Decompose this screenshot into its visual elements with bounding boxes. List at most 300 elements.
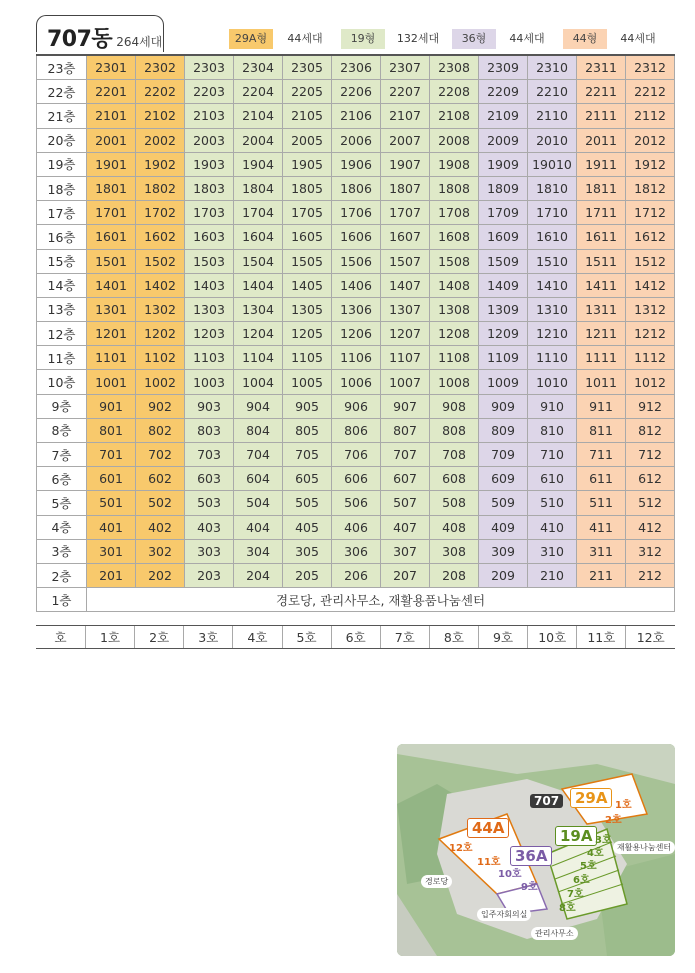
unit-cell: 309	[479, 539, 528, 563]
unit-cell: 901	[87, 394, 136, 418]
floor-row	[37, 104, 675, 128]
unit-cell: 1104	[234, 346, 283, 370]
map-label-senior-center: 경로당	[421, 875, 452, 888]
map-type-19a: 19A	[555, 826, 597, 846]
unit-cell: 703	[185, 443, 234, 467]
unit-cell: 1805	[283, 176, 332, 200]
floor-label: 20층	[37, 128, 87, 152]
unit-cell: 612	[626, 467, 675, 491]
unit-cell: 1206	[332, 322, 381, 346]
unit-cell: 701	[87, 443, 136, 467]
unit-cell: 2307	[381, 55, 430, 80]
unit-cell: 906	[332, 394, 381, 418]
unit-cell: 1810	[528, 176, 577, 200]
map-type-44a: 44A	[467, 818, 509, 838]
unit-cell: 1508	[430, 249, 479, 273]
unit-cell: 1001	[87, 370, 136, 394]
unit-cell: 511	[577, 491, 626, 515]
floor-row	[37, 152, 675, 176]
legend-count-19: 132세대	[396, 32, 440, 45]
map-unit-7: 7호	[567, 889, 584, 900]
unit-cell: 410	[528, 515, 577, 539]
unit-cell: 1412	[626, 273, 675, 297]
unit-cell: 1301	[87, 297, 136, 321]
unit-cell: 1410	[528, 273, 577, 297]
unit-cell: 505	[283, 491, 332, 515]
map-unit-3: 3호	[595, 835, 612, 846]
unit-cell: 404	[234, 515, 283, 539]
building-number: 707동	[47, 27, 113, 52]
unit-cell: 1112	[626, 346, 675, 370]
unit-cell: 1109	[479, 346, 528, 370]
legend-badge-19: 19형	[341, 29, 385, 49]
unit-cell: 2008	[430, 128, 479, 152]
unit-cell: 712	[626, 443, 675, 467]
unit-cell: 911	[577, 394, 626, 418]
floor-label: 18층	[37, 176, 87, 200]
unit-number-header: 1호	[86, 626, 135, 649]
unit-cell: 1205	[283, 322, 332, 346]
unit-cell: 1506	[332, 249, 381, 273]
unit-cell: 1011	[577, 370, 626, 394]
unit-cell: 1702	[136, 201, 185, 225]
unit-cell: 412	[626, 515, 675, 539]
unit-cell: 205	[283, 563, 332, 587]
unit-cell: 2211	[577, 80, 626, 104]
unit-cell: 807	[381, 418, 430, 442]
unit-cell: 2210	[528, 80, 577, 104]
map-building-label: 707	[530, 794, 563, 808]
unit-cell: 2206	[332, 80, 381, 104]
unit-cell: 1309	[479, 297, 528, 321]
unit-number-header: 3호	[184, 626, 233, 649]
unit-cell: 2301	[87, 55, 136, 80]
unit-cell: 808	[430, 418, 479, 442]
unit-cell: 810	[528, 418, 577, 442]
unit-number-header: 12호	[626, 626, 675, 649]
floor-label: 17층	[37, 201, 87, 225]
unit-cell: 2108	[430, 104, 479, 128]
unit-cell: 1608	[430, 225, 479, 249]
unit-cell: 1603	[185, 225, 234, 249]
unit-cell: 2005	[283, 128, 332, 152]
unit-cell: 2201	[87, 80, 136, 104]
unit-cell: 1711	[577, 201, 626, 225]
unit-number-header: 11호	[577, 626, 626, 649]
unit-cell: 1703	[185, 201, 234, 225]
unit-cell: 1307	[381, 297, 430, 321]
unit-cell: 1502	[136, 249, 185, 273]
unit-cell: 1607	[381, 225, 430, 249]
unit-cell: 1102	[136, 346, 185, 370]
unit-cell: 1807	[381, 176, 430, 200]
unit-cell: 1403	[185, 273, 234, 297]
unit-cell: 2002	[136, 128, 185, 152]
unit-cell: 608	[430, 467, 479, 491]
unit-cell: 1909	[479, 152, 528, 176]
unit-cell: 1602	[136, 225, 185, 249]
map-unit-4: 4호	[587, 848, 604, 859]
unit-cell: 307	[381, 539, 430, 563]
unit-number-header: 7호	[380, 626, 429, 649]
unit-cell: 211	[577, 563, 626, 587]
map-unit-9: 9호	[521, 882, 538, 893]
map-unit-2: 2호	[605, 815, 622, 826]
floor-row	[37, 128, 675, 152]
unit-cell: 1904	[234, 152, 283, 176]
unit-number-header: 9호	[479, 626, 528, 649]
unit-cell: 2304	[234, 55, 283, 80]
unit-cell: 1006	[332, 370, 381, 394]
unit-cell: 409	[479, 515, 528, 539]
unit-cell: 1605	[283, 225, 332, 249]
unit-cell: 302	[136, 539, 185, 563]
map-label-management-office: 관리사무소	[531, 927, 578, 940]
unit-cell: 1008	[430, 370, 479, 394]
unit-cell: 207	[381, 563, 430, 587]
floor-row	[37, 563, 675, 587]
unit-cell: 1201	[87, 322, 136, 346]
unit-cell: 1409	[479, 273, 528, 297]
unit-cell: 2110	[528, 104, 577, 128]
unit-cell: 203	[185, 563, 234, 587]
map-unit-5: 5호	[580, 861, 597, 872]
unit-cell: 1210	[528, 322, 577, 346]
map-label-residents-room: 입주자회의실	[477, 908, 531, 921]
unit-grid	[36, 54, 675, 612]
unit-cell: 1308	[430, 297, 479, 321]
unit-cell: 1907	[381, 152, 430, 176]
unit-cell: 1912	[626, 152, 675, 176]
unit-cell: 408	[430, 515, 479, 539]
site-map	[397, 744, 675, 956]
unit-cell: 1704	[234, 201, 283, 225]
unit-cell: 305	[283, 539, 332, 563]
unit-cell: 2212	[626, 80, 675, 104]
unit-cell: 1407	[381, 273, 430, 297]
unit-cell: 1101	[87, 346, 136, 370]
unit-cell: 1305	[283, 297, 332, 321]
unit-cell: 811	[577, 418, 626, 442]
unit-cell: 1402	[136, 273, 185, 297]
unit-cell: 407	[381, 515, 430, 539]
map-type-29a: 29A	[570, 788, 612, 808]
legend-badge-44: 44형	[563, 29, 607, 49]
unit-cell: 605	[283, 467, 332, 491]
unit-cell: 905	[283, 394, 332, 418]
map-unit-6: 6호	[573, 875, 590, 886]
unit-cell: 2302	[136, 55, 185, 80]
unit-cell: 1803	[185, 176, 234, 200]
unit-cell: 1901	[87, 152, 136, 176]
unit-cell: 1106	[332, 346, 381, 370]
unit-cell: 809	[479, 418, 528, 442]
unit-cell: 804	[234, 418, 283, 442]
unit-cell: 1411	[577, 273, 626, 297]
floor-label: 9층	[37, 394, 87, 418]
unit-cell: 507	[381, 491, 430, 515]
unit-cell: 306	[332, 539, 381, 563]
unit-cell: 201	[87, 563, 136, 587]
floor-row	[37, 80, 675, 104]
unit-cell: 908	[430, 394, 479, 418]
floor-row	[37, 322, 675, 346]
unit-cell: 304	[234, 539, 283, 563]
unit-cell: 2308	[430, 55, 479, 80]
unit-cell: 2106	[332, 104, 381, 128]
unit-cell: 2311	[577, 55, 626, 80]
floor-row	[37, 491, 675, 515]
unit-cell: 1503	[185, 249, 234, 273]
unit-cell: 1105	[283, 346, 332, 370]
unit-cell: 2312	[626, 55, 675, 80]
unit-cell: 405	[283, 515, 332, 539]
unit-cell: 303	[185, 539, 234, 563]
unit-cell: 801	[87, 418, 136, 442]
unit-cell: 707	[381, 443, 430, 467]
unit-cell: 1504	[234, 249, 283, 273]
unit-cell: 1212	[626, 322, 675, 346]
floor-label: 6층	[37, 467, 87, 491]
unit-cell: 2207	[381, 80, 430, 104]
floor-label: 2층	[37, 563, 87, 587]
unit-cell: 504	[234, 491, 283, 515]
unit-cell: 2011	[577, 128, 626, 152]
unit-cell: 1202	[136, 322, 185, 346]
legend-count-29a: 44세대	[287, 32, 323, 45]
unit-cell: 912	[626, 394, 675, 418]
unit-cell: 2102	[136, 104, 185, 128]
floor-label: 10층	[37, 370, 87, 394]
unit-cell: 2204	[234, 80, 283, 104]
unit-cell: 310	[528, 539, 577, 563]
unit-cell: 1606	[332, 225, 381, 249]
unit-cell: 1208	[430, 322, 479, 346]
unit-cell: 2203	[185, 80, 234, 104]
unit-cell: 2305	[283, 55, 332, 80]
unit-cell: 1405	[283, 273, 332, 297]
unit-cell: 506	[332, 491, 381, 515]
unit-cell: 1211	[577, 322, 626, 346]
floor-row	[37, 394, 675, 418]
unit-cell: 2208	[430, 80, 479, 104]
unit-cell: 502	[136, 491, 185, 515]
unit-cell: 1611	[577, 225, 626, 249]
unit-cell: 401	[87, 515, 136, 539]
unit-cell: 206	[332, 563, 381, 587]
floor-label: 1층	[37, 588, 87, 612]
unit-cell: 1203	[185, 322, 234, 346]
floor-label: 11층	[37, 346, 87, 370]
unit-cell: 803	[185, 418, 234, 442]
unit-cell: 1906	[332, 152, 381, 176]
unit-cell: 1804	[234, 176, 283, 200]
unit-cell: 208	[430, 563, 479, 587]
unit-cell: 1705	[283, 201, 332, 225]
unit-cell: 2112	[626, 104, 675, 128]
unit-cell: 706	[332, 443, 381, 467]
unit-cell: 1404	[234, 273, 283, 297]
unit-cell: 1612	[626, 225, 675, 249]
unit-cell: 1911	[577, 152, 626, 176]
unit-cell: 711	[577, 443, 626, 467]
unit-cell: 1007	[381, 370, 430, 394]
unit-cell: 2012	[626, 128, 675, 152]
floor-row	[37, 225, 675, 249]
unit-cell: 708	[430, 443, 479, 467]
unit-cell: 2103	[185, 104, 234, 128]
unit-number-header: 2호	[135, 626, 184, 649]
floor-label: 13층	[37, 297, 87, 321]
floor-label: 19층	[37, 152, 87, 176]
unit-cell: 403	[185, 515, 234, 539]
unit-cell: 1505	[283, 249, 332, 273]
floor-row	[37, 273, 675, 297]
map-label-recycling: 재활용나눔센터	[613, 841, 675, 854]
unit-cell: 1604	[234, 225, 283, 249]
unit-cell: 705	[283, 443, 332, 467]
floor-row	[37, 443, 675, 467]
unit-cell: 1509	[479, 249, 528, 273]
unit-cell: 602	[136, 467, 185, 491]
unit-cell: 1701	[87, 201, 136, 225]
unit-cell: 1302	[136, 297, 185, 321]
unit-cell: 1808	[430, 176, 479, 200]
unit-number-header: 5호	[282, 626, 331, 649]
ground-floor-row	[37, 588, 675, 612]
unit-cell: 805	[283, 418, 332, 442]
unit-cell: 2205	[283, 80, 332, 104]
floor-row	[37, 55, 675, 80]
unit-row-label: 호	[36, 626, 86, 649]
unit-cell: 702	[136, 443, 185, 467]
unit-cell: 1501	[87, 249, 136, 273]
unit-cell: 1812	[626, 176, 675, 200]
unit-cell: 2006	[332, 128, 381, 152]
unit-cell: 1012	[626, 370, 675, 394]
floor-row	[37, 467, 675, 491]
unit-cell: 1005	[283, 370, 332, 394]
unit-cell: 1312	[626, 297, 675, 321]
unit-cell: 2303	[185, 55, 234, 80]
unit-cell: 406	[332, 515, 381, 539]
ground-floor-facilities: 경로당, 관리사무소, 재활용품나눔센터	[87, 588, 675, 612]
unit-cell: 1004	[234, 370, 283, 394]
floor-label: 5층	[37, 491, 87, 515]
unit-cell: 1003	[185, 370, 234, 394]
unit-cell: 806	[332, 418, 381, 442]
unit-cell: 1108	[430, 346, 479, 370]
unit-cell: 1010	[528, 370, 577, 394]
floor-label: 3층	[37, 539, 87, 563]
floor-label: 16층	[37, 225, 87, 249]
unit-cell: 2109	[479, 104, 528, 128]
unit-cell: 1310	[528, 297, 577, 321]
unit-cell: 2309	[479, 55, 528, 80]
floor-label: 7층	[37, 443, 87, 467]
floor-row	[37, 370, 675, 394]
unit-cell: 1512	[626, 249, 675, 273]
unit-cell: 1908	[430, 152, 479, 176]
unit-cell: 2009	[479, 128, 528, 152]
unit-cell: 1801	[87, 176, 136, 200]
unit-cell: 1207	[381, 322, 430, 346]
unit-cell: 1710	[528, 201, 577, 225]
unit-cell: 709	[479, 443, 528, 467]
unit-cell: 202	[136, 563, 185, 587]
unit-cell: 1709	[479, 201, 528, 225]
unit-cell: 1601	[87, 225, 136, 249]
floor-label: 21층	[37, 104, 87, 128]
unit-cell: 903	[185, 394, 234, 418]
unit-cell: 2001	[87, 128, 136, 152]
unit-cell: 311	[577, 539, 626, 563]
unit-cell: 1406	[332, 273, 381, 297]
unit-cell: 909	[479, 394, 528, 418]
floor-row	[37, 176, 675, 200]
floor-row	[37, 201, 675, 225]
unit-cell: 1905	[283, 152, 332, 176]
unit-cell: 710	[528, 443, 577, 467]
unit-cell: 1902	[136, 152, 185, 176]
unit-cell: 2111	[577, 104, 626, 128]
unit-cell: 1708	[430, 201, 479, 225]
unit-cell: 508	[430, 491, 479, 515]
floor-row	[37, 297, 675, 321]
unit-cell: 2310	[528, 55, 577, 80]
legend-badge-29a: 29A형	[229, 29, 273, 49]
unit-cell: 1110	[528, 346, 577, 370]
unit-cell: 2306	[332, 55, 381, 80]
unit-cell: 2107	[381, 104, 430, 128]
unit-cell: 1401	[87, 273, 136, 297]
unit-cell: 910	[528, 394, 577, 418]
unit-cell: 902	[136, 394, 185, 418]
unit-cell: 1507	[381, 249, 430, 273]
legend-count-44: 44세대	[620, 32, 656, 45]
floor-row	[37, 346, 675, 370]
unit-cell: 1408	[430, 273, 479, 297]
floor-label: 22층	[37, 80, 87, 104]
floor-label: 23층	[37, 55, 87, 80]
unit-cell: 1111	[577, 346, 626, 370]
unit-number-header: 6호	[331, 626, 380, 649]
unit-cell: 402	[136, 515, 185, 539]
unit-number-header: 10호	[528, 626, 577, 649]
unit-cell: 2004	[234, 128, 283, 152]
unit-cell: 312	[626, 539, 675, 563]
unit-cell: 1806	[332, 176, 381, 200]
household-count: 264세대	[116, 35, 163, 49]
unit-cell: 301	[87, 539, 136, 563]
unit-cell: 1510	[528, 249, 577, 273]
unit-cell: 1002	[136, 370, 185, 394]
unit-cell: 1009	[479, 370, 528, 394]
unit-cell: 1304	[234, 297, 283, 321]
map-unit-12: 12호	[449, 843, 473, 854]
floor-row	[37, 515, 675, 539]
unit-cell: 1306	[332, 297, 381, 321]
map-type-36a: 36A	[510, 846, 552, 866]
unit-cell: 2202	[136, 80, 185, 104]
building-title	[36, 15, 164, 52]
unit-cell: 2105	[283, 104, 332, 128]
unit-cell: 1209	[479, 322, 528, 346]
unit-cell: 212	[626, 563, 675, 587]
unit-cell: 1811	[577, 176, 626, 200]
unit-cell: 603	[185, 467, 234, 491]
unit-cell: 601	[87, 467, 136, 491]
